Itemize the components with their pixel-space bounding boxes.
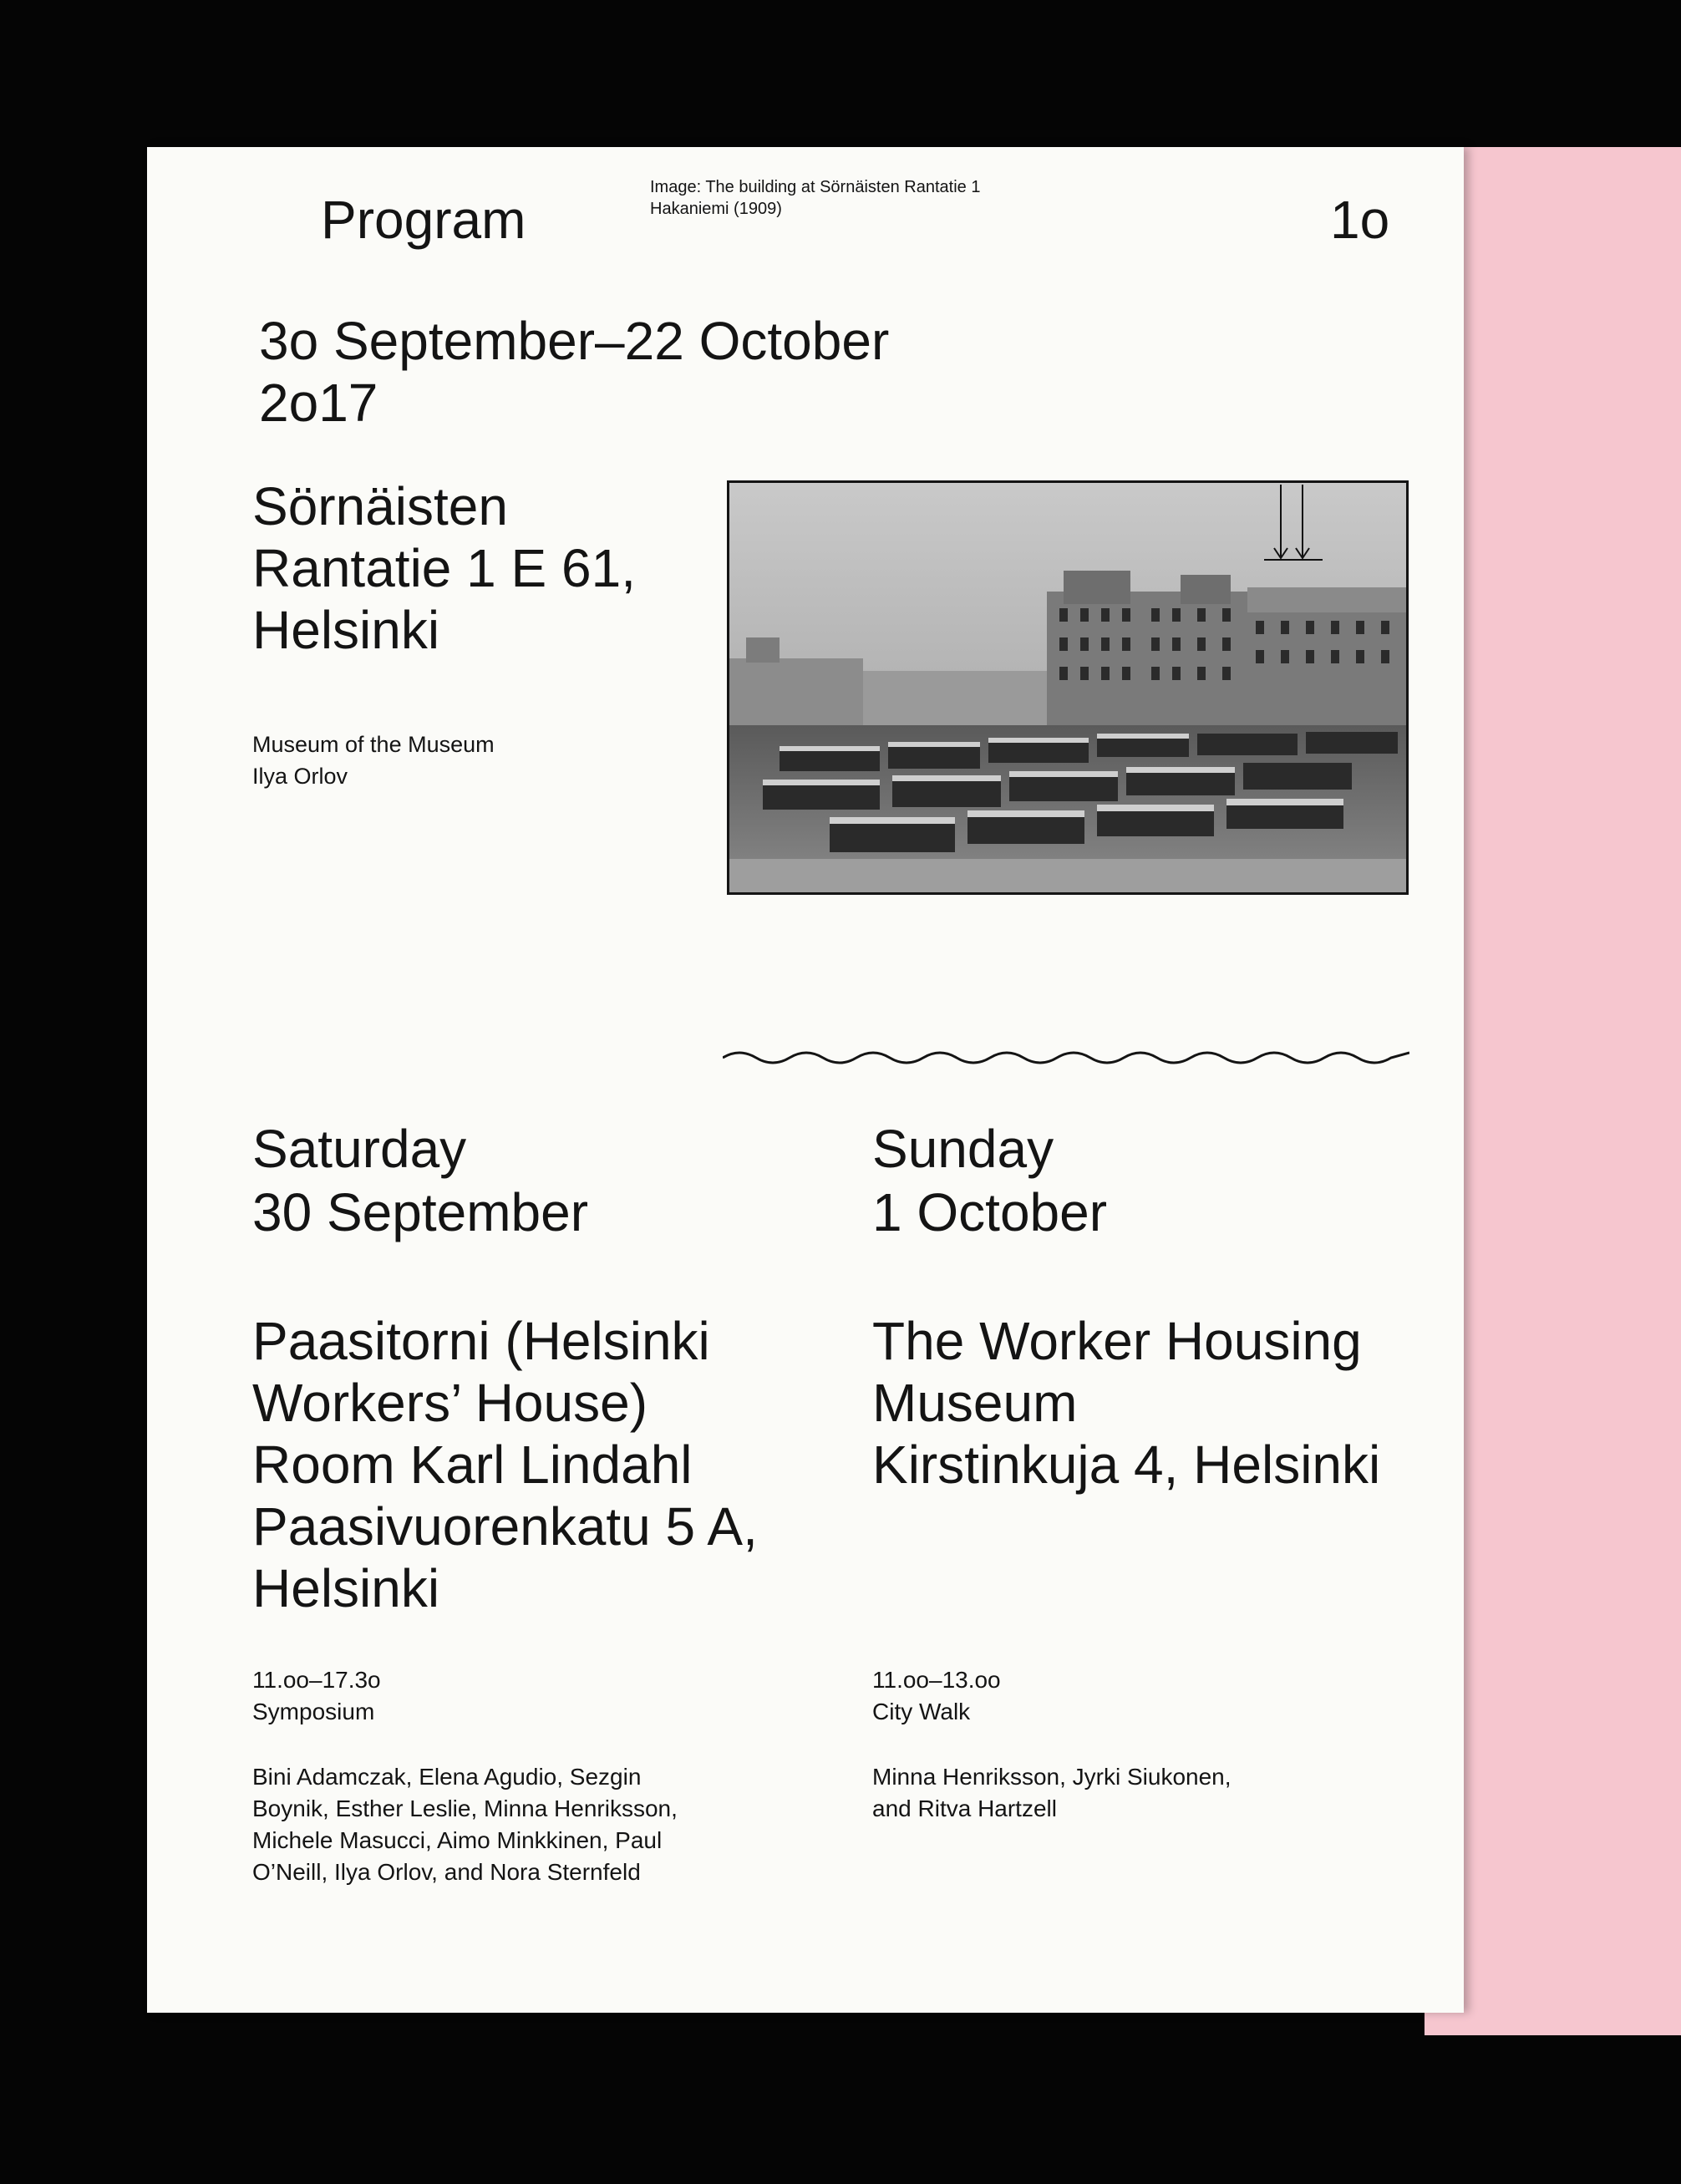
program-page (147, 147, 1464, 2013)
saturday-participants: Bini Adamczak, Elena Agudio, Sezgin Boynik, Esther Leslie, Minna Henriksson, Michele Masucci, Aimo Minkkinen, Paul O’Neill, Ilya Orlov, and Nora Sternfeld (252, 1764, 678, 1885)
saturday-heading: Saturday 30 September (252, 1119, 589, 1242)
sunday-schedule: 11.oo–13.oo City Walk (872, 1667, 1001, 1724)
event-dates: 3o September–22 October 2o17 (259, 311, 890, 433)
historic-photo (727, 480, 1409, 895)
sunday-location: The Worker Housing Museum Kirstinkuja 4, Helsinki (872, 1311, 1381, 1495)
event-venue: Sörnäisten Rantatie 1 E 61, Helsinki (252, 476, 636, 660)
image-caption: Image: The building at Sörnäisten Rantatie 1 Hakaniemi (1909) (650, 178, 981, 218)
sunday-heading: Sunday 1 October (872, 1119, 1108, 1242)
page-number: 1o (1330, 190, 1390, 250)
sunday-participants: Minna Henriksson, Jyrki Siukonen, and Ritva Hartzell (872, 1764, 1232, 1821)
market-square-illustration (729, 483, 1406, 892)
saturday-location: Paasitorni (Helsinki Workers’ House) Room Karl Lindahl Paasivuorenkatu 5 A, Helsinki (252, 1311, 758, 1618)
event-subtitle: Museum of the Museum Ilya Orlov (252, 732, 495, 789)
saturday-schedule: 11.oo–17.3o Symposium (252, 1667, 381, 1724)
page-title: Program (321, 190, 526, 250)
wavy-divider (723, 1041, 1409, 1074)
